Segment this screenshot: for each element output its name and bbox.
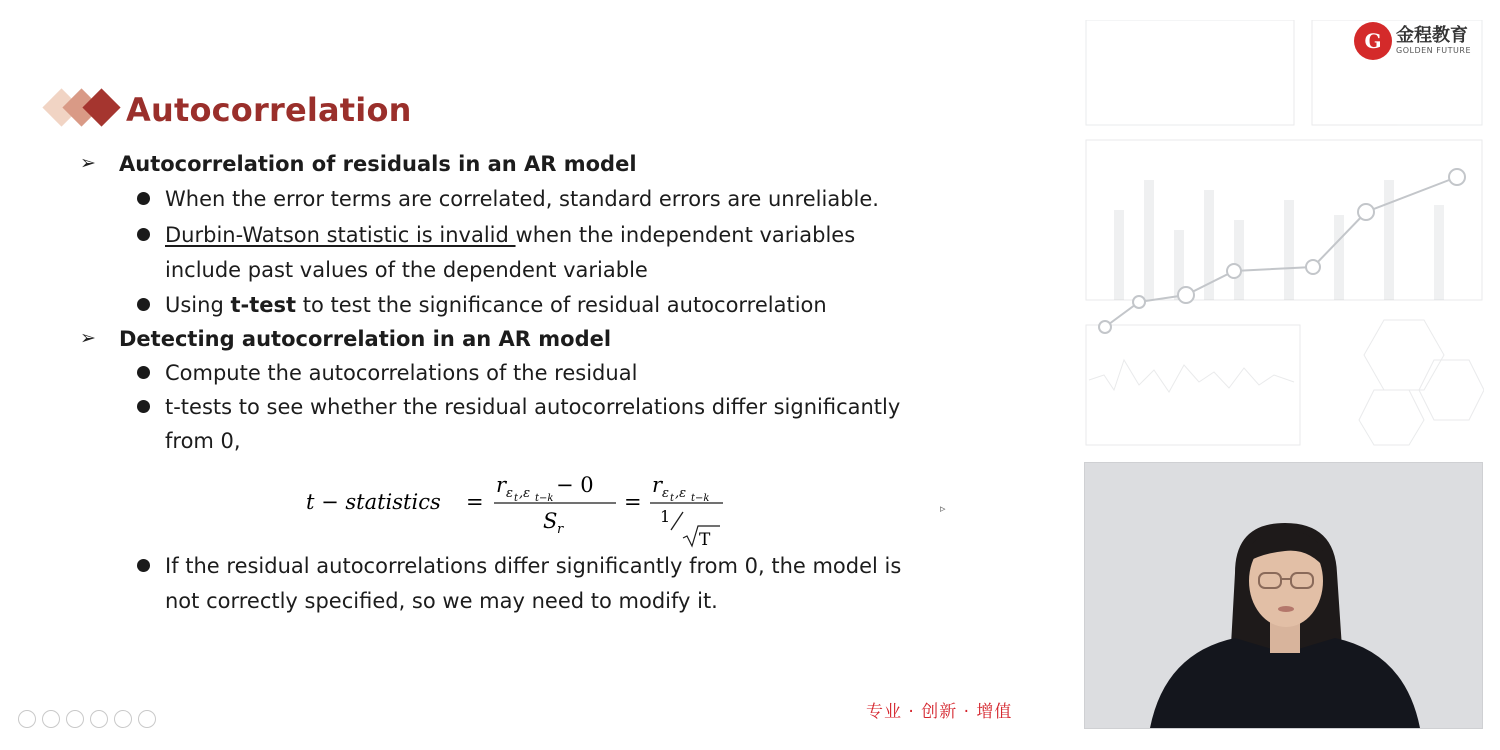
arrow-bullet-icon: ➢ xyxy=(80,327,96,349)
denominator-one: 1 xyxy=(660,507,671,526)
numerator-sub-t: t xyxy=(514,493,519,504)
numerator-sub-eps2: ,ε xyxy=(519,486,531,501)
next-slide-icon[interactable] xyxy=(42,710,60,728)
numerator-sub-tk: t−k xyxy=(535,493,554,504)
zoom-icon[interactable] xyxy=(114,710,132,728)
dot-bullet-icon xyxy=(137,298,150,311)
dot-bullet-icon xyxy=(137,192,150,205)
numerator-minus-zero: − 0 xyxy=(556,473,594,497)
dot-bullet-icon xyxy=(137,366,150,379)
prev-slide-icon[interactable] xyxy=(18,710,36,728)
numerator2-r: r xyxy=(652,473,663,497)
mouse-cursor-icon: ▹ xyxy=(940,502,946,515)
numerator-r: r xyxy=(496,473,507,497)
more-options-icon[interactable] xyxy=(138,710,156,728)
bullet-text-pre: Using xyxy=(165,293,231,317)
formula-eq-2: = xyxy=(624,490,642,514)
bullet-text-continued: not correctly specified, so we may need to modify it. xyxy=(165,589,718,613)
dot-bullet-icon xyxy=(137,228,150,241)
bullet-text: When the error terms are correlated, standard errors are unreliable. xyxy=(165,187,879,211)
slogan-text: 专业 · 创新 · 增值 xyxy=(866,702,1013,722)
golden-future-logo xyxy=(1354,22,1471,60)
section-heading-1: Autocorrelation of residuals in an AR model xyxy=(119,152,637,176)
bullet-text xyxy=(165,292,827,318)
bullet-text-continued: from 0, xyxy=(165,429,241,453)
dot-bullet-icon xyxy=(137,400,150,413)
underlined-text: Durbin-Watson statistic is invalid xyxy=(165,223,516,247)
numerator2-sub-eps: ε xyxy=(662,486,669,501)
bullet-text-post: to test the significance of residual autocorrelation xyxy=(296,293,827,317)
bullet-text-rest: when the independent variables xyxy=(515,223,856,247)
title-row xyxy=(40,84,412,136)
pen-tool-icon[interactable] xyxy=(66,710,84,728)
bullet-text xyxy=(165,222,855,248)
denominator-S: S xyxy=(543,509,558,533)
denominator-sub-r: r xyxy=(557,522,564,537)
arrow-bullet-icon: ➢ xyxy=(80,152,96,174)
numerator2-sub-eps2: ,ε xyxy=(675,486,687,501)
bullet-text: t-tests to see whether the residual autocorrelations differ significantly xyxy=(165,395,901,419)
logo-english-text: GOLDEN FUTURE xyxy=(1396,46,1472,55)
slide-title: Autocorrelation xyxy=(126,91,412,129)
sqrt-T: T xyxy=(699,530,711,550)
formula-eq-1: = xyxy=(466,490,484,514)
t-statistic-formula xyxy=(306,470,766,552)
dot-bullet-icon xyxy=(137,559,150,572)
decorative-infographic-art xyxy=(1084,20,1484,450)
title-diamonds-icon xyxy=(40,84,120,136)
player-controls[interactable] xyxy=(18,710,156,728)
bullet-text-continued: include past values of the dependent variable xyxy=(165,258,648,282)
formula-lhs: t − statistics xyxy=(306,490,441,514)
grid-view-icon[interactable] xyxy=(90,710,108,728)
bold-term: t-test xyxy=(230,293,297,317)
numerator-sub-eps: ε xyxy=(506,486,513,501)
bullet-text: If the residual autocorrelations differ significantly from 0, the model is xyxy=(165,554,902,578)
numerator2-sub-t: t xyxy=(670,493,675,504)
numerator2-sub-tk: t−k xyxy=(691,493,710,504)
presenter-video xyxy=(1084,462,1483,729)
section-heading-2: Detecting autocorrelation in an AR model xyxy=(119,327,612,351)
bullet-text: Compute the autocorrelations of the residual xyxy=(165,361,638,385)
logo-chinese-text: 金程教育 xyxy=(1396,25,1468,46)
logo-mark-icon: G xyxy=(1354,22,1392,60)
